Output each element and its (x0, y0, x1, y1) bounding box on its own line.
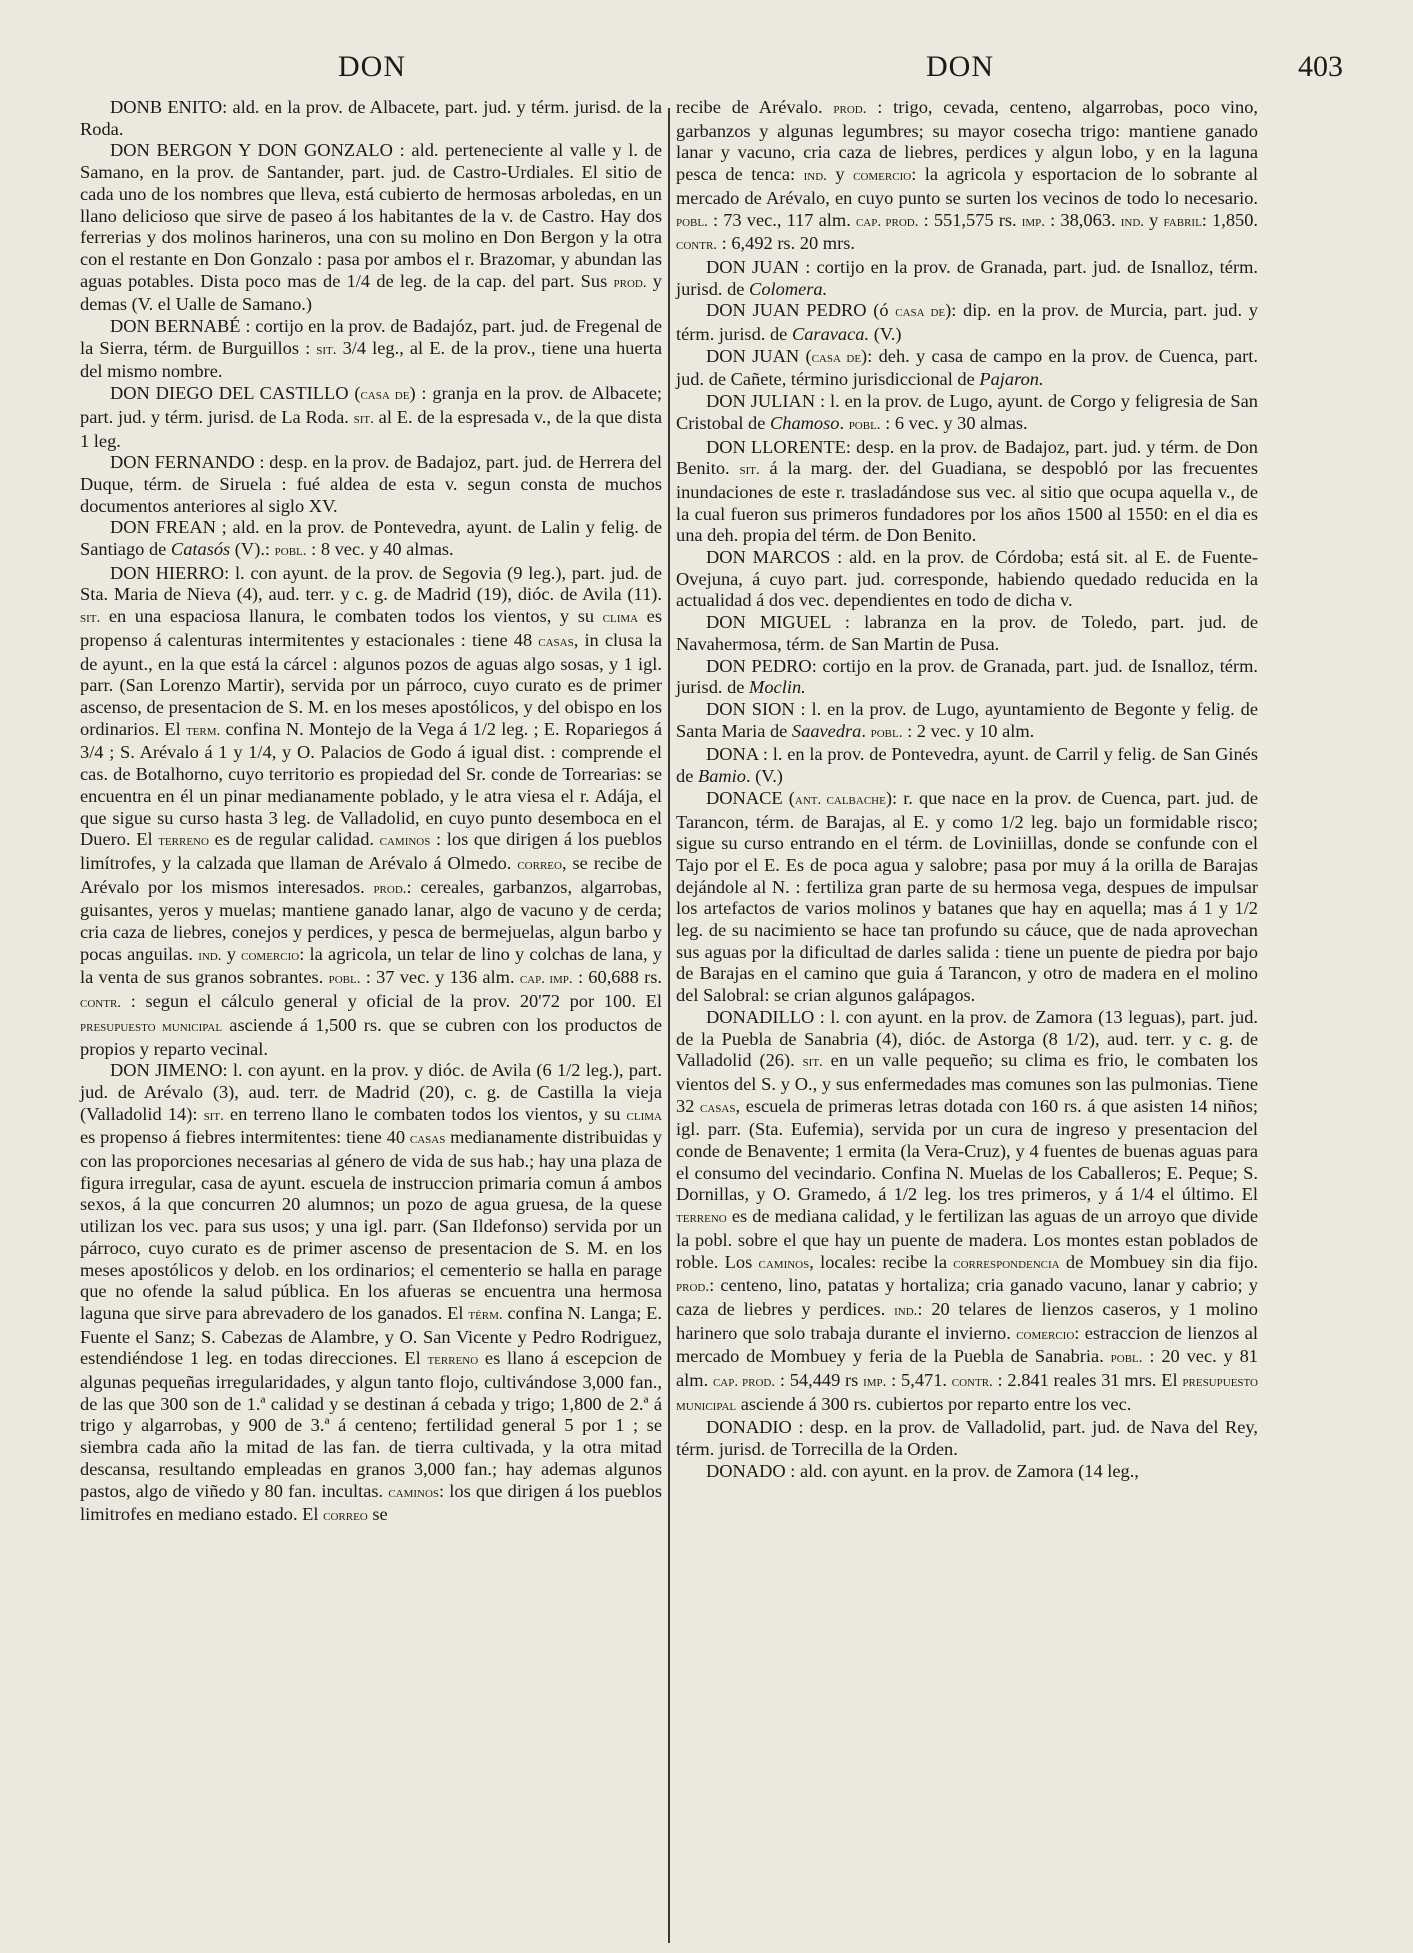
entry-donado: DONADO : ald. con ayunt. en la prov. de Zamora (14 leg., (706, 1460, 1139, 1481)
entry-don-hierro: DON HIERRO: l. con ayunt. de la prov. de Segovia (9 leg.), part. jud. de Sta. Maria de Nieva (4), aud. terr. y c. g. de Madrid (19), dióc. de Avila (11). sit. en una espaciosa llanura, le combaten todos los vientos, y su clima es propenso á calenturas intermitentes y estacionales : tiene 48 casas, in clusa la de ayunt., en la que está la cárcel : algunos pozos de aguas algo sosas, y 1 igl. parr. (San Lorenzo Martir), servida por un párroco, cuyo curato es de primer ascenso, de presentacion de S. M. en los meses apostólicos, y del obispo en los ordinarios. El term. confina N. Montejo de la Vega á 1/2 leg. ; E. Ropariegos á 3/4 ; S. Arévalo á 1 y 1/4, y O. Palacios de Godo á igual dist. : comprende el cas. de Botalhorno, cuyo territorio es propiedad del Sr. conde de Torrearias: se encuentra en él un pinar medianamente poblado, y le atra viesa el r. Adája, el que sigue su curso hasta 3 leg. de Valladolid, en cuyo punto desemboca en el Duero. El terreno es de regular calidad. caminos : los que dirigen á los pueblos limítrofes, y la calzada que llaman de Arévalo á Olmedo. correo, se recibe de Arévalo por los mismos interesados. prod.: cereales, garbanzos, algarrobas, guisantes, yeros y muelas; mantiene ganado lanar, algo de vacuno y de cerda; cria caza de liebres, conejos y perdices, y pesca de bermejuelas, algun barbo y pocas anguilas. ind. y comercio: la agricola, un telar de lino y colchas de lana, y la venta de sus granos sobrantes. pobl. : 37 vec. y 136 alm. cap. imp. : 60,688 rs. contr. : segun el cálculo general y oficial de la prov. 20'72 por 100. El presupuesto municipal asciende á 1,500 rs. que se cubren con los productos de propios y reparto vecinal. (80, 562, 663, 1059)
entry-don-juan-pedro: DON JUAN PEDRO (ó casa de): dip. en la prov. de Murcia, part. jud. y térm. jurisd. de Caravaca. (V.) (676, 300, 1258, 345)
entry-don-bergon: DON BERGON Y DON GONZALO : ald. perteneciente al valle y l. de Samano, en la prov. de Santander, part. jud. de Castro-Urdiales. El sitio de cada uno de los nombres que lleva, está cubierto de hermosas arboledas, en un llano delicioso que sirve de paseo á los habitantes de la v. de Castro. Hay dos ferrerias y dos molinos harineros, una con su molino en Don Bergon y la otra con el restante en Don Gonzalo : pasa por ambos el r. Brazomar, y abundan las aguas potables. Dista poco mas de 1/4 de leg. de la cap. del part. Sus prod. y demas (V. el Ualle de Samano.) (80, 140, 662, 315)
entry-don-diego: DON DIEGO DEL CASTILLO (casa de) : granja en la prov. de Albacete; part. jud. y térm. jurisd. de La Roda. sit. al E. de la espresada v., de la que dista 1 leg. (80, 383, 662, 451)
entry-don-pedro: DON PEDRO: cortijo en la prov. de Granada, part. jud. de Isnalloz, térm. jurisd. de Moclin. (676, 655, 1258, 698)
entry-donace: DONACE (ant. calbache): r. que nace en la prov. de Cuenca, part. jud. de Tarancon, térm. de Barajas, al E. y como 1/2 leg. bajo un formidable risco; sigue su curso entrando en el térm. de Loviniillas, donde se confunde con el Tajo por el E. Es de poca agua y salobre; pasa por muy á la orilla de Barajas dejándole al N. : fertiliza gran parte de su hermosa vega, despues de impulsar los artefactos de varios molinos y batanes que hay en aquella; mas á 1 y 1/2 leg. de su nacimiento se hace tan profundo su cáuce, que de nada aprovechan sus aguas por la dificultad de darles salida : tiene un puente de piedra por bajo de Barajas en el camino que guia á Tarancon, y otro de madera en el molino del Salobral: se crian algunos galápagos. (676, 787, 1258, 1006)
entry-don-llorente: DON LLORENTE: desp. en la prov. de Badajoz, part. jud. y térm. de Don Benito. sit. á la marg. der. del Guadiana, se despobló por las frecuentes inundaciones de este r. trasladándose sus vec. al sitio que ocupa aquella v., de la cual fueron sus primeros fundadores por los años 1500 al 1550: en el dia es una deh. propia del térm. de Don Benito. (676, 436, 1258, 546)
entry-donadio: DONADIO : desp. en la prov. de Valladolid, part. jud. de Nava del Rey, térm. jurisd. de Torrecilla de la Orden. (676, 1417, 1258, 1460)
entry-don-jimeno-cont: recibe de Arévalo. prod. : trigo, cevada, centeno, algarrobas, poco vino, garbanzos y algunas legumbres; su mayor cosecha trigo: mantiene ganado lanar y vacuno, cria caza de liebres, perdices y algun lobo, y en la laguna pesca de tenca: ind. y comercio: la agricola y esportacion de lo sobrante al mercado de Arévalo, en cuyo punto se surten los vecinos de todo lo necesario. pobl. : 73 vec., 117 alm. cap. prod. : 551,575 rs. imp. : 38,063. ind. y fabril: 1,850. contr. : 6,492 rs. 20 mrs. (676, 97, 1259, 254)
entry-don-marcos: DON MARCOS : ald. en la prov. de Córdoba; está sit. al E. de Fuente-Ovejuna, á cuyo part. jud. corresponde, habiendo quedado reducida en la actualidad á dos vec. dependientes en todo de dicha v. (676, 547, 1258, 611)
column-rule (668, 108, 670, 1943)
running-head-left: DON (338, 50, 406, 83)
entry-don-benito: DONB ENITO: ald. en la prov. de Albacete, part. jud. y térm. jurisd. de la Roda. (80, 97, 662, 139)
entry-don-miguel: DON MIGUEL : labranza en la prov. de Toledo, part. jud. de Navahermosa, térm. de San Martin de Pusa. (676, 612, 1258, 654)
left-column (80, 97, 662, 1528)
entry-don-juan-casa: DON JUAN (casa de): deh. y casa de campo en la prov. de Cuenca, part. jud. de Cañete, término jurisdiccional de Pajaron. (676, 345, 1258, 390)
entry-dona: DONA : l. en la prov. de Pontevedra, ayunt. de Carril y felig. de San Ginés de Bamio. (V.) (676, 744, 1258, 787)
entry-don-julian: DON JULIAN : l. en la prov. de Lugo, ayunt. de Corgo y feligresia de San Cristobal de Chamoso. pobl. : 6 vec. y 30 almas. (676, 391, 1258, 433)
running-head-right: DON (926, 50, 994, 83)
entry-don-fernando: DON FERNANDO : desp. en la prov. de Badajoz, part. jud. de Herrera del Duque, térm. de Siruela : fué aldea de esta v. segun consta de muchos documentos anteriores al siglo XV. (80, 452, 662, 516)
entry-don-frean: DON FREAN ; ald. en la prov. de Pontevedra, ayunt. de Lalin y felig. de Santiago de Catasós (V).: pobl. : 8 vec. y 40 almas. (80, 517, 662, 560)
entry-don-bernabe: DON BERNABÉ : cortijo en la prov. de Badajóz, part. jud. de Fregenal de la Sierra, térm. de Burguillos : sit. 3/4 leg., al E. de la prov., tiene una huerta del mismo nombre. (80, 316, 663, 382)
entry-donadillo: DONADILLO : l. con ayunt. en la prov. de Zamora (13 leguas), part. jud. de la Puebla de Sanabria (4), dióc. de Astorga (8 1/2), aud. terr. y c. g. de Valladolid (26). sit. en un valle pequeño; su clima es frio, le combaten los vientos del S. y O., y sus enfermedades mas comunes son las pulmonias. Tiene 32 casas, escuela de primeras letras dotada con 160 rs. á que asisten 14 niños; igl. parr. (Sta. Eufemia), servida por un cura de ingreso y presentacion del conde de Benavente; 1 ermita (la Vera-Cruz), y 4 fuentes de buenas aguas para el consumo del vecindario. Confina N. Muelas de los Caballeros; E. Peque; S. Dornillas, y O. Gramedo, á 1/2 leg. los tres primeros, y á 1/4 el último. El terreno es de mediana calidad, y le fertilizan las aguas de un arroyo que divide la pobl. sobre el que hay un puente de madera. Los montes estan poblados de roble. Los caminos, locales: recibe la correspondencia de Mombuey sin dia fijo. prod.: centeno, lino, patatas y hortaliza; cria ganado vacuno, lanar y cabrio; y caza de liebres y perdices. ind.: 20 telares de lienzos caseros, y 1 molino harinero que solo trabaja durante el invierno. comercio: estraccion de lienzos al mercado de Mombuey y feria de la Puebla de Sanabria. pobl. : 20 vec. y 81 alm. cap. prod. : 54,449 rs imp. : 5,471. contr. : 2.841 reales 31 mrs. El presupuesto municipal asciende á 300 rs. cubiertos por reparto entre los vec. (676, 1006, 1259, 1414)
entry-don-sion: DON SION : l. en la prov. de Lugo, ayuntamiento de Begonte y felig. de Santa Maria de Saavedra. pobl. : 2 vec. y 10 alm. (676, 698, 1258, 741)
entry-don-jimeno: DON JIMENO: l. con ayunt. en la prov. y dióc. de Avila (6 1/2 leg.), part. jud. de Arévalo (3), aud. terr. de Madrid (20), c. g. de Castilla la vieja (Valladolid 14): sit. en terreno llano le combaten todos los vientos, y su clima es propenso á fiebres intermitentes: tiene 40 casas medianamente distribuidas y con las proporciones necesarias al género de vida de sus hab.; hay una plaza de figura irregular, casa de ayunt. escuela de instruccion primaria comun á ambos sexos, á la que concurren 20 alumnos; un pozo de agua gruesa, de la quese utilizan los vec. para sus usos; y una igl. parr. (San Ildefonso) servida por un párroco, cuyo curato es de primer ascenso de presentacion de S. M. en los meses apostólicos y delob. en los ordinarios; el cementerio se halla en parage que no ofende la salud pública. En los afueras se encuentra una hermosa laguna que sirve para abrevadero de los ganados. El térm. confina N. Langa; E. Fuente el Sanz; S. Cabezas de Alambre, y O. San Vicente y Pedro Rodriguez, estendiéndose 1 leg. en todas direcciones. El terreno es llano á escepcion de algunas pequeñas irregularidades, y algun tanto flojo, cultivándose 3,000 fan., de las que 300 son de 1.ª calidad y se destinan á cebada y trigo; 1,800 de 2.ª á trigo y algarrobas, y 900 de 3.ª á centeno; fertilidad general 5 por 1 ; se siembra cada año la mitad de las fan. de tierra cultivada, y la otra mitad descansa, resultando empleadas en granos 3,000 fan.; hay ademas algunos pastos, algo de viñedo y 80 fan. incultas. caminos: los que dirigen á los pueblos limitrofes en mediano estado. El correo se (80, 1060, 662, 1525)
page-number: 403 (1298, 50, 1343, 83)
page-header (70, 50, 1343, 90)
right-column (676, 97, 1258, 1483)
entry-don-juan: DON JUAN : cortijo en la prov. de Granada, part. jud. de Isnalloz, térm. jurisd. de Colomera. (676, 256, 1258, 299)
